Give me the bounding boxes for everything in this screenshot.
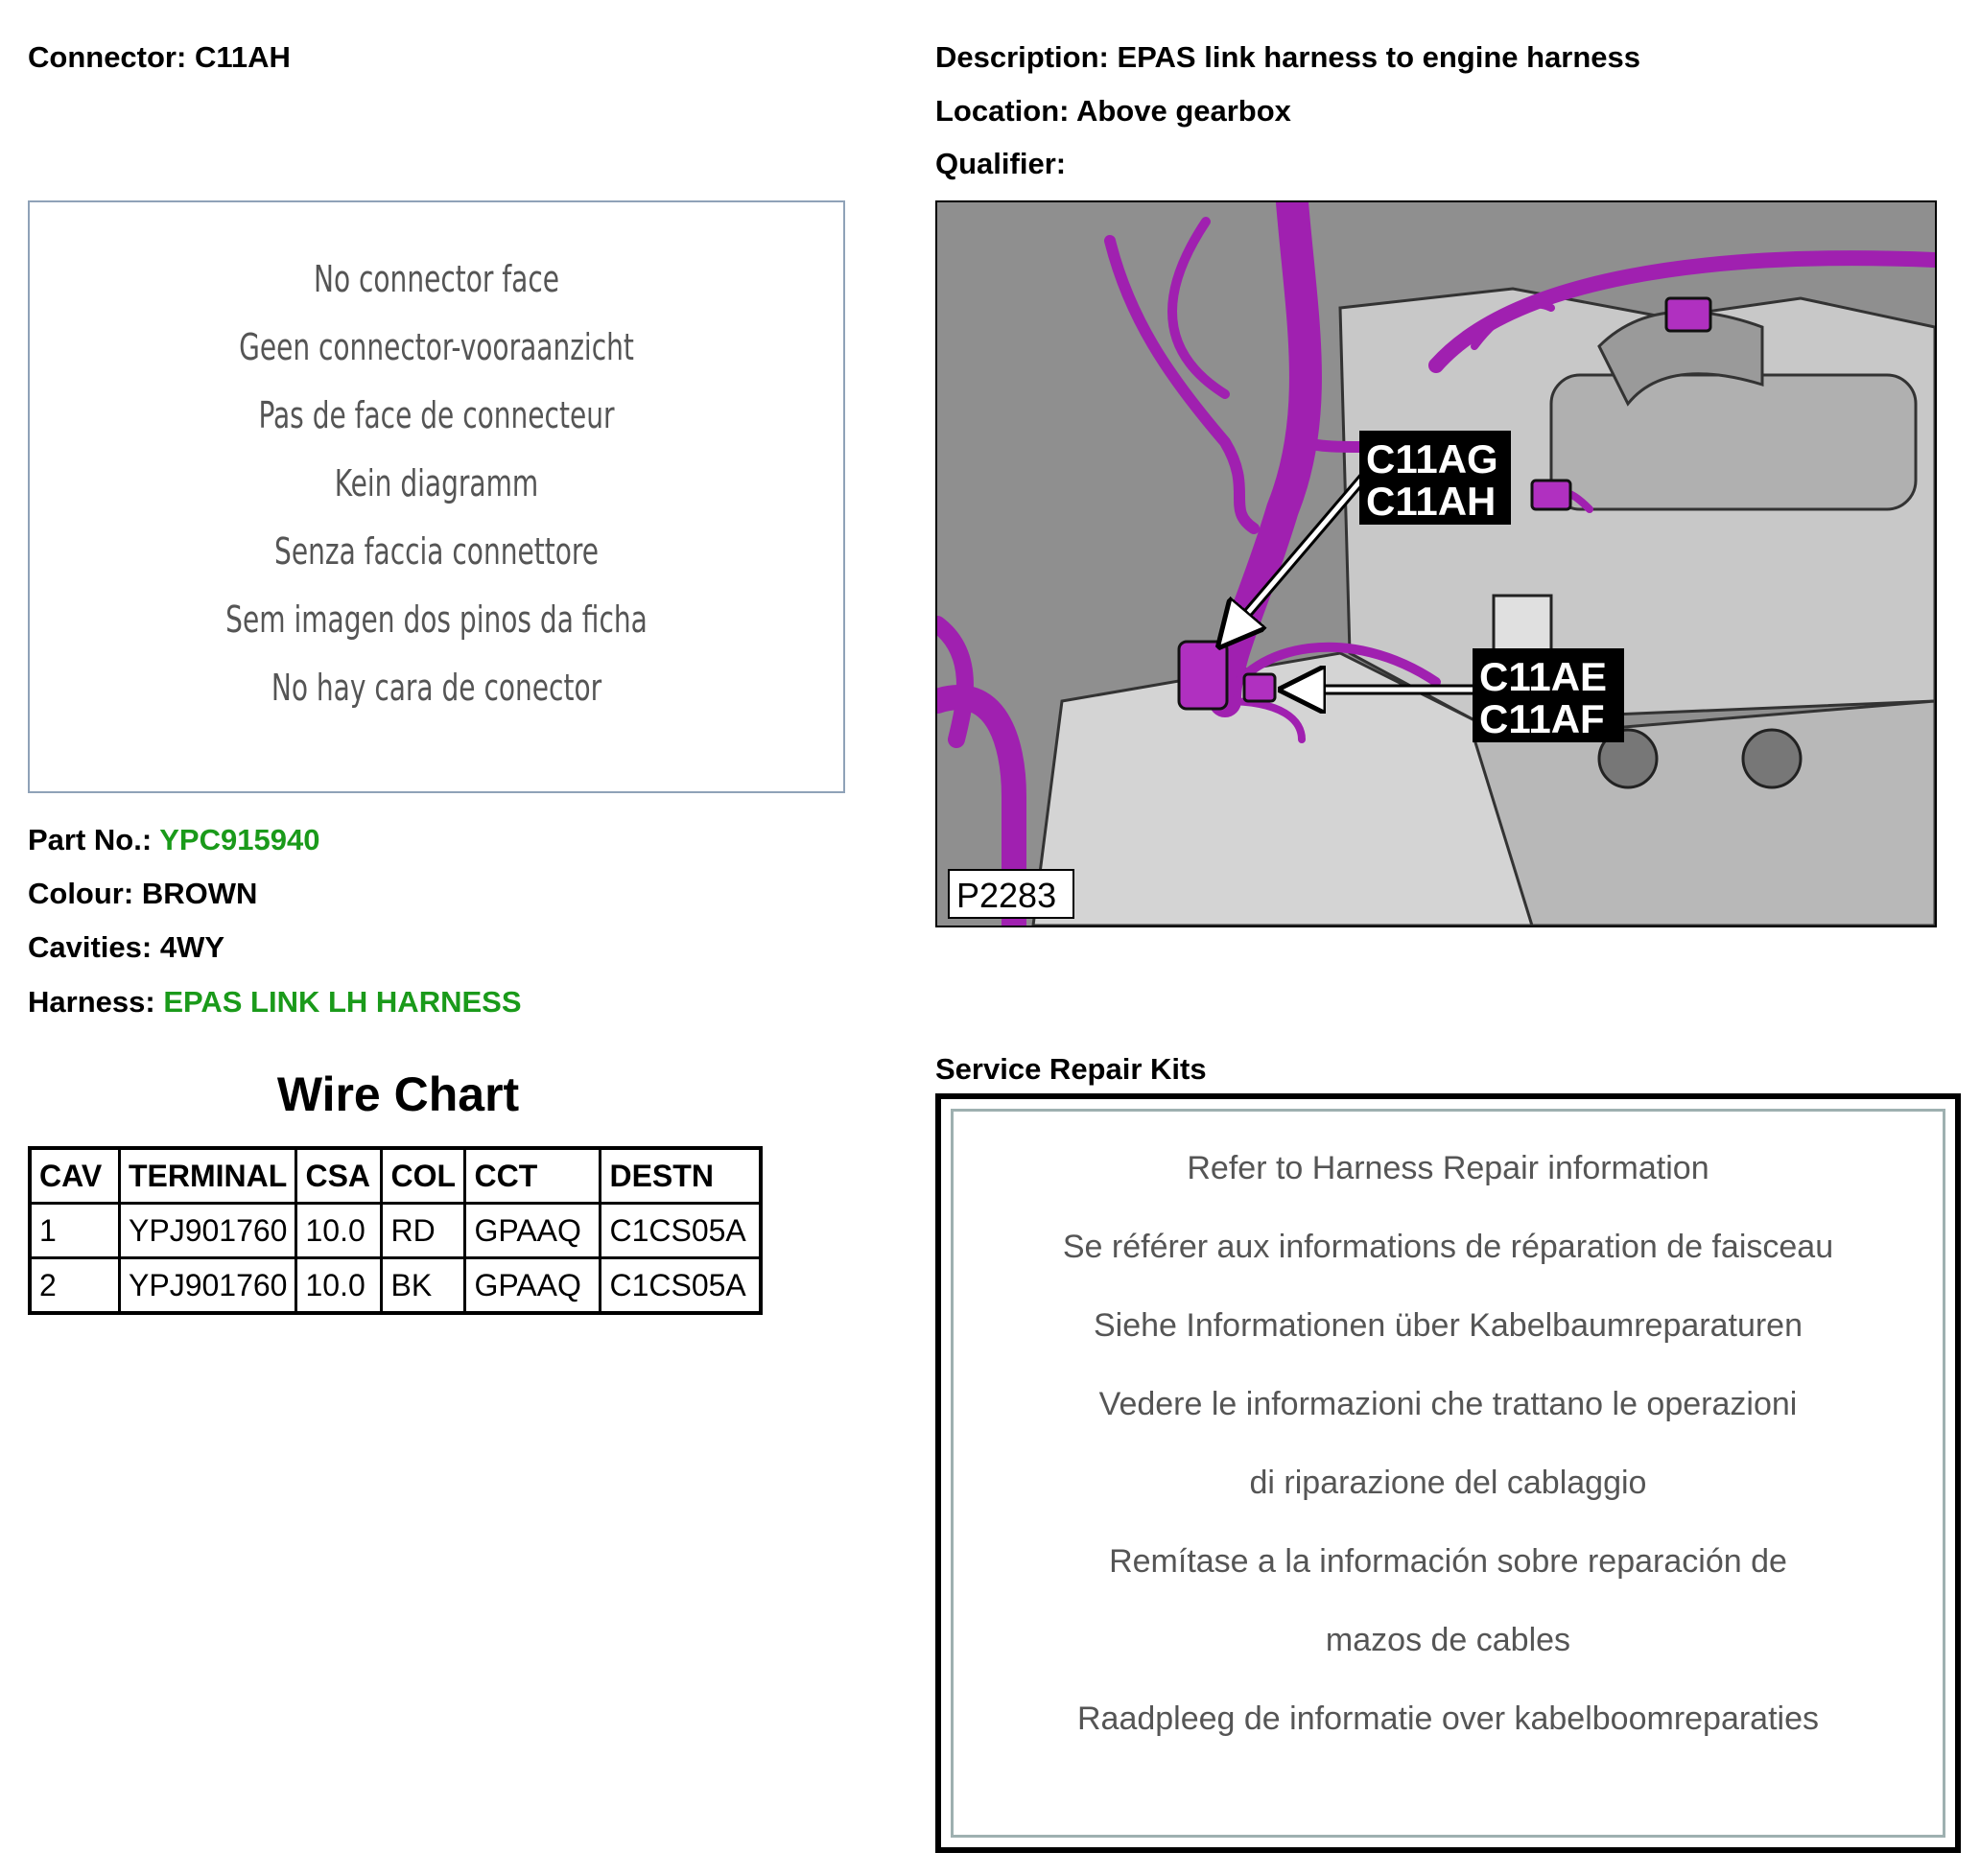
cell-terminal: YPJ901760	[120, 1258, 296, 1314]
table-header-row	[30, 1148, 761, 1204]
callout-c11ah: C11AH	[1366, 479, 1497, 524]
description-line	[935, 40, 1640, 75]
connector-face-line: Senza faccia connettore	[274, 530, 599, 573]
repair-info-line: Vedere le informazioni che trattano le operazioni	[1098, 1386, 1798, 1422]
connector-c11af-shape	[1244, 674, 1275, 701]
engine-bay-illustration	[937, 202, 1935, 926]
part-no-line	[28, 823, 319, 857]
location-line	[935, 94, 1291, 129]
repair-info-line: Refer to Harness Repair information	[1187, 1150, 1709, 1186]
harness-link[interactable]: EPAS LINK LH HARNESS	[163, 985, 522, 1019]
wire-chart-title: Wire Chart	[276, 1067, 520, 1121]
connector-label: Connector:	[28, 40, 187, 74]
description-value: EPAS link harness to engine harness	[1117, 40, 1641, 74]
cell-cct: GPAAQ	[465, 1204, 601, 1258]
connector-c11ah-shape	[1179, 642, 1227, 709]
cavities-label: Cavities:	[28, 930, 153, 964]
location-label: Location:	[935, 94, 1070, 128]
connector-line	[28, 40, 291, 75]
cell-csa: 10.0	[296, 1258, 382, 1314]
cell-col: RD	[382, 1204, 465, 1258]
repair-info-line: Siehe Informationen über Kabelbaumreparaturen	[1093, 1307, 1803, 1344]
connector-face-line: No hay cara de conector	[271, 667, 602, 709]
connector-face-line: Sem imagen dos pinos da ficha	[225, 598, 648, 641]
connector-shape	[1666, 298, 1710, 331]
connector-value: C11AH	[194, 40, 291, 74]
cell-cct: GPAAQ	[465, 1258, 601, 1314]
location-value: Above gearbox	[1075, 94, 1291, 128]
cell-cav: 1	[30, 1204, 120, 1258]
connector-face-line: Pas de face de connecteur	[258, 394, 615, 436]
table-row	[30, 1258, 761, 1314]
description-label: Description:	[935, 40, 1109, 74]
cavities-line	[28, 930, 224, 965]
connector-face-line: Geen connector-vooraanzicht	[239, 326, 634, 368]
colour-value: BROWN	[141, 877, 258, 910]
pulley-shape	[1743, 730, 1801, 787]
connector-face-line: No connector face	[313, 258, 560, 300]
repair-info-line: di riparazione del cablaggio	[1249, 1465, 1647, 1501]
qualifier-label: Qualifier:	[935, 147, 1067, 180]
service-repair-kits-box	[935, 1093, 1961, 1853]
repair-info-line: mazos de cables	[1325, 1622, 1571, 1658]
column-header-destn: DESTN	[601, 1148, 762, 1204]
cell-csa: 10.0	[296, 1204, 382, 1258]
colour-label: Colour:	[28, 877, 134, 910]
table-row	[30, 1204, 761, 1258]
service-repair-kits-title: Service Repair Kits	[935, 1052, 1207, 1086]
column-header-csa: CSA	[296, 1148, 382, 1204]
cavities-value: 4WY	[159, 930, 225, 964]
connector-face-line: Kein diagramm	[334, 462, 539, 504]
cell-destn: C1CS05A	[601, 1258, 762, 1314]
colour-line	[28, 877, 257, 911]
engine-cover-shape	[1551, 375, 1916, 509]
location-image	[935, 200, 1937, 927]
harness-line	[28, 985, 522, 1020]
connector-face-box	[28, 200, 845, 793]
callout-c11ae: C11AE	[1479, 654, 1608, 699]
column-header-terminal: TERMINAL	[120, 1148, 296, 1204]
qualifier-line	[935, 147, 1066, 181]
reference-label: P2283	[956, 876, 1057, 915]
column-header-col: COL	[382, 1148, 465, 1204]
service-repair-kits-inner	[951, 1109, 1945, 1838]
column-header-cav: CAV	[30, 1148, 120, 1204]
column-header-cct: CCT	[465, 1148, 601, 1204]
repair-info-line: Raadpleeg de informatie over kabelboomreparaties	[1076, 1700, 1820, 1737]
repair-info-line: Remítase a la información sobre reparación de	[1109, 1543, 1787, 1580]
repair-info-line: Se référer aux informations de réparation de faisceau	[1062, 1229, 1834, 1265]
cell-destn: C1CS05A	[601, 1204, 762, 1258]
cell-terminal: YPJ901760	[120, 1204, 296, 1258]
part-no-link[interactable]: YPC915940	[159, 823, 320, 856]
wire-chart-table	[28, 1146, 763, 1315]
callout-c11ag: C11AG	[1366, 436, 1498, 481]
cell-col: BK	[382, 1258, 465, 1314]
cell-cav: 2	[30, 1258, 120, 1314]
connector-shape	[1532, 481, 1570, 509]
part-no-label: Part No.:	[28, 823, 153, 856]
callout-c11af: C11AF	[1479, 696, 1605, 741]
harness-label: Harness:	[28, 985, 155, 1019]
